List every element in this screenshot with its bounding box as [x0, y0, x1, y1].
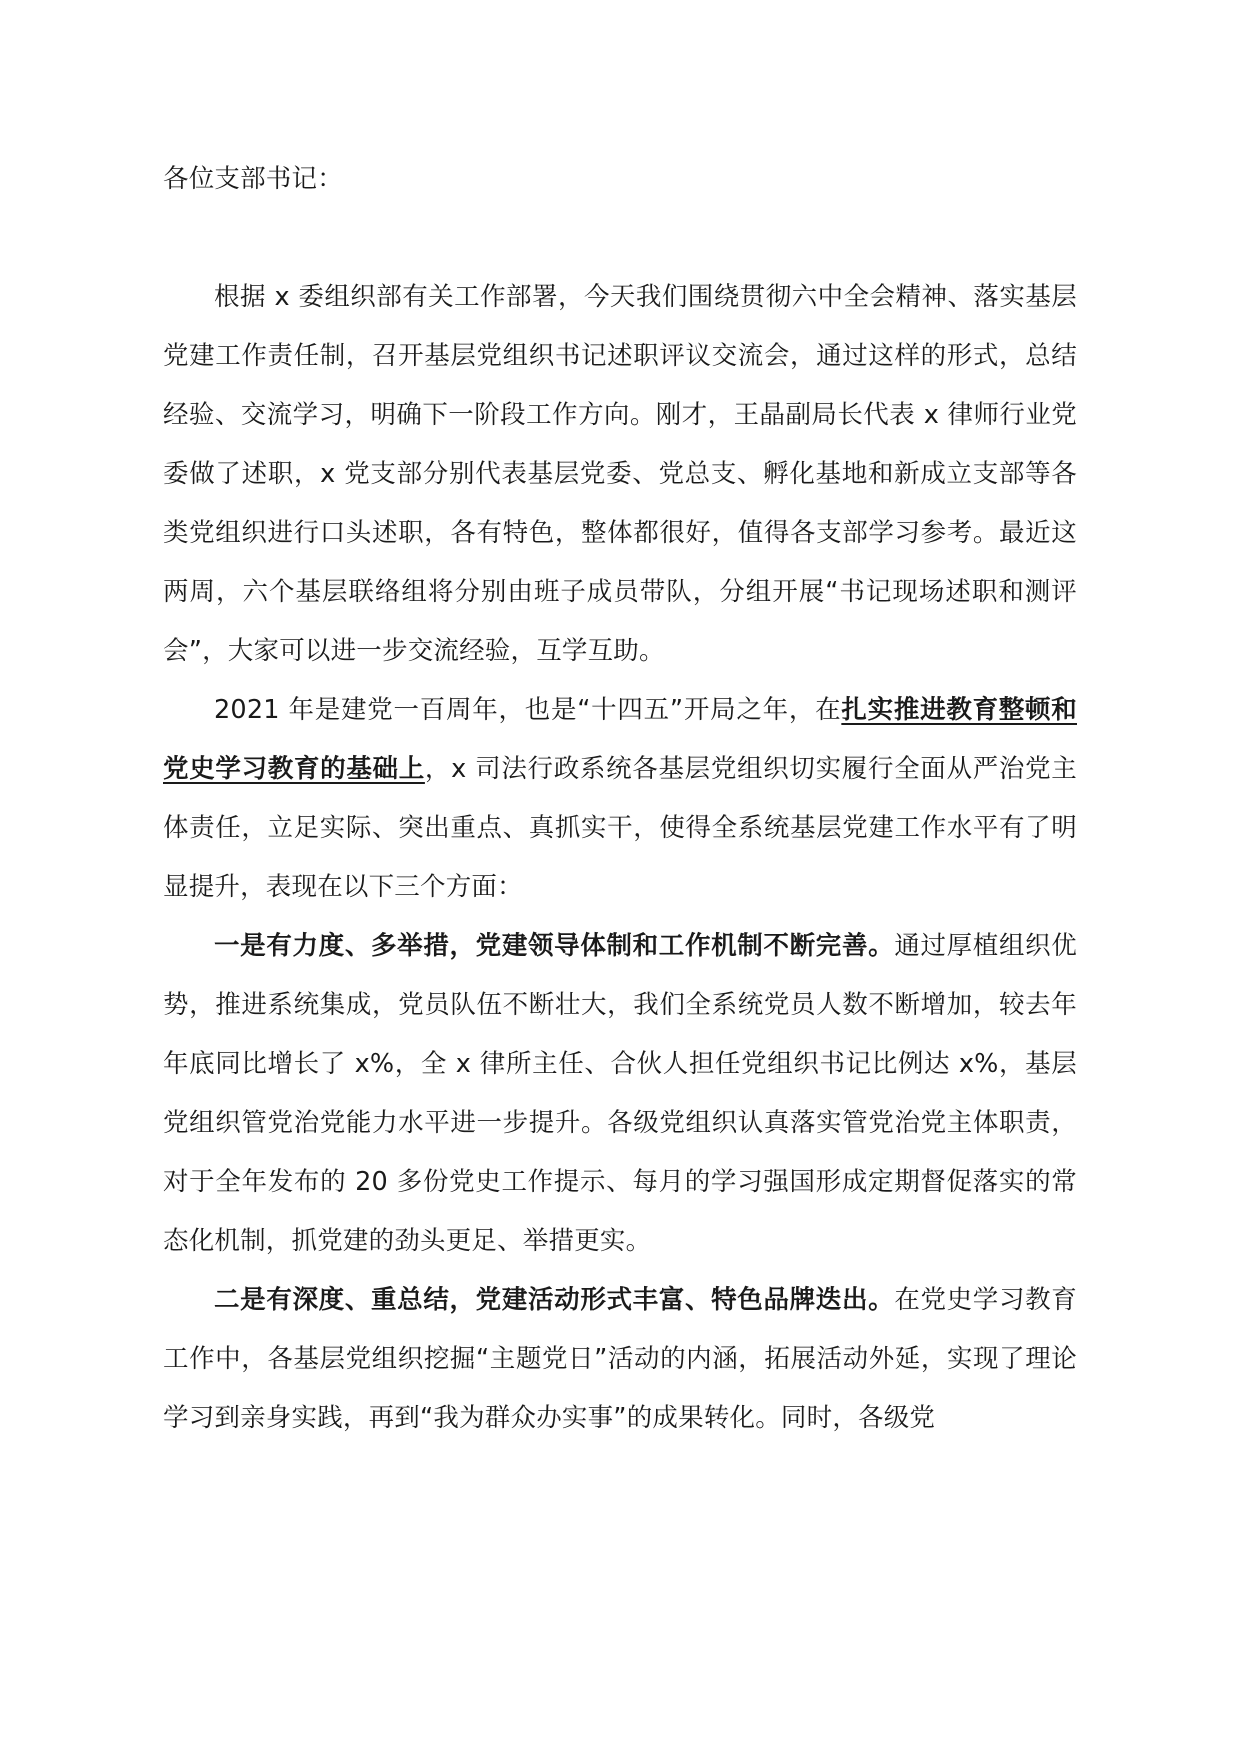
text-run: 在党史学习教育工作中，各基层党组织挖掘“主题党日”活动的内涵，拓展活动外延，实现了理论学习到亲身实践，再到“我为群众办实事”的成果转化。同时，各级党 [163, 1285, 1078, 1433]
paragraph-2 [163, 681, 1077, 917]
paragraph-3 [163, 917, 1077, 1271]
text-run: 2021 年是建党一百周年，也是“十四五”开局之年，在 [214, 695, 842, 725]
document-body [163, 150, 1077, 1448]
salutation: 各位支部书记： [163, 164, 343, 194]
text-run: ，x 司法行政系统各基层党组织切实履行全面从严治党主体责任，立足实际、突出重点、真抓实干，使得全系统基层党建工作水平有了明显提升，表现在以下三个方面： [163, 754, 1077, 902]
text-run: 通过厚植组织优势，推进系统集成，党员队伍不断壮大，我们全系统党员人数不断增加，较去年年底同比增长了 x%，全 x 律所主任、合伙人担任党组织书记比例达 x%，基层党组织管党治党能力水平进一步提升。各级党组织认真落实管党治党主体职责，对于全年发布的 20 多份党史工作提示、每月的学习强国形成定期督促落实的常态化机制，抓党建的劲头更足、举措更实。 [163, 931, 1078, 1256]
paragraph-4 [163, 1271, 1077, 1448]
lead-in-bold-run: 一是有力度、多举措，党建领导体制和工作机制不断完善。 [214, 931, 895, 961]
paragraph-1 [163, 268, 1077, 681]
lead-in-bold-run: 二是有深度、重总结，党建活动形式丰富、特色品牌迭出。 [214, 1285, 895, 1315]
text-run: 根据 x 委组织部有关工作部署，今天我们围绕贯彻六中全会精神、落实基层党建工作责任制，召开基层党组织书记述职评议交流会，通过这样的形式，总结经验、交流学习，明确下一阶段工作方向。刚才，王晶副局长代表 x 律师行业党委做了述职，x 党支部分别代表基层党委、党总支、孵化基地和新成立支部等各类党组织进行口头述职，各有特色，整体都很好，值得各支部学习参考。最近这两周，六个基层联络组将分别由班子成员带队，分组开展“书记现场述职和测评会”，大家可以进一步交流经验，互学互助。 [163, 282, 1077, 666]
emphasized-text-run: 扎实推进教育整顿和党史学习教育的基础上 [163, 695, 1077, 784]
